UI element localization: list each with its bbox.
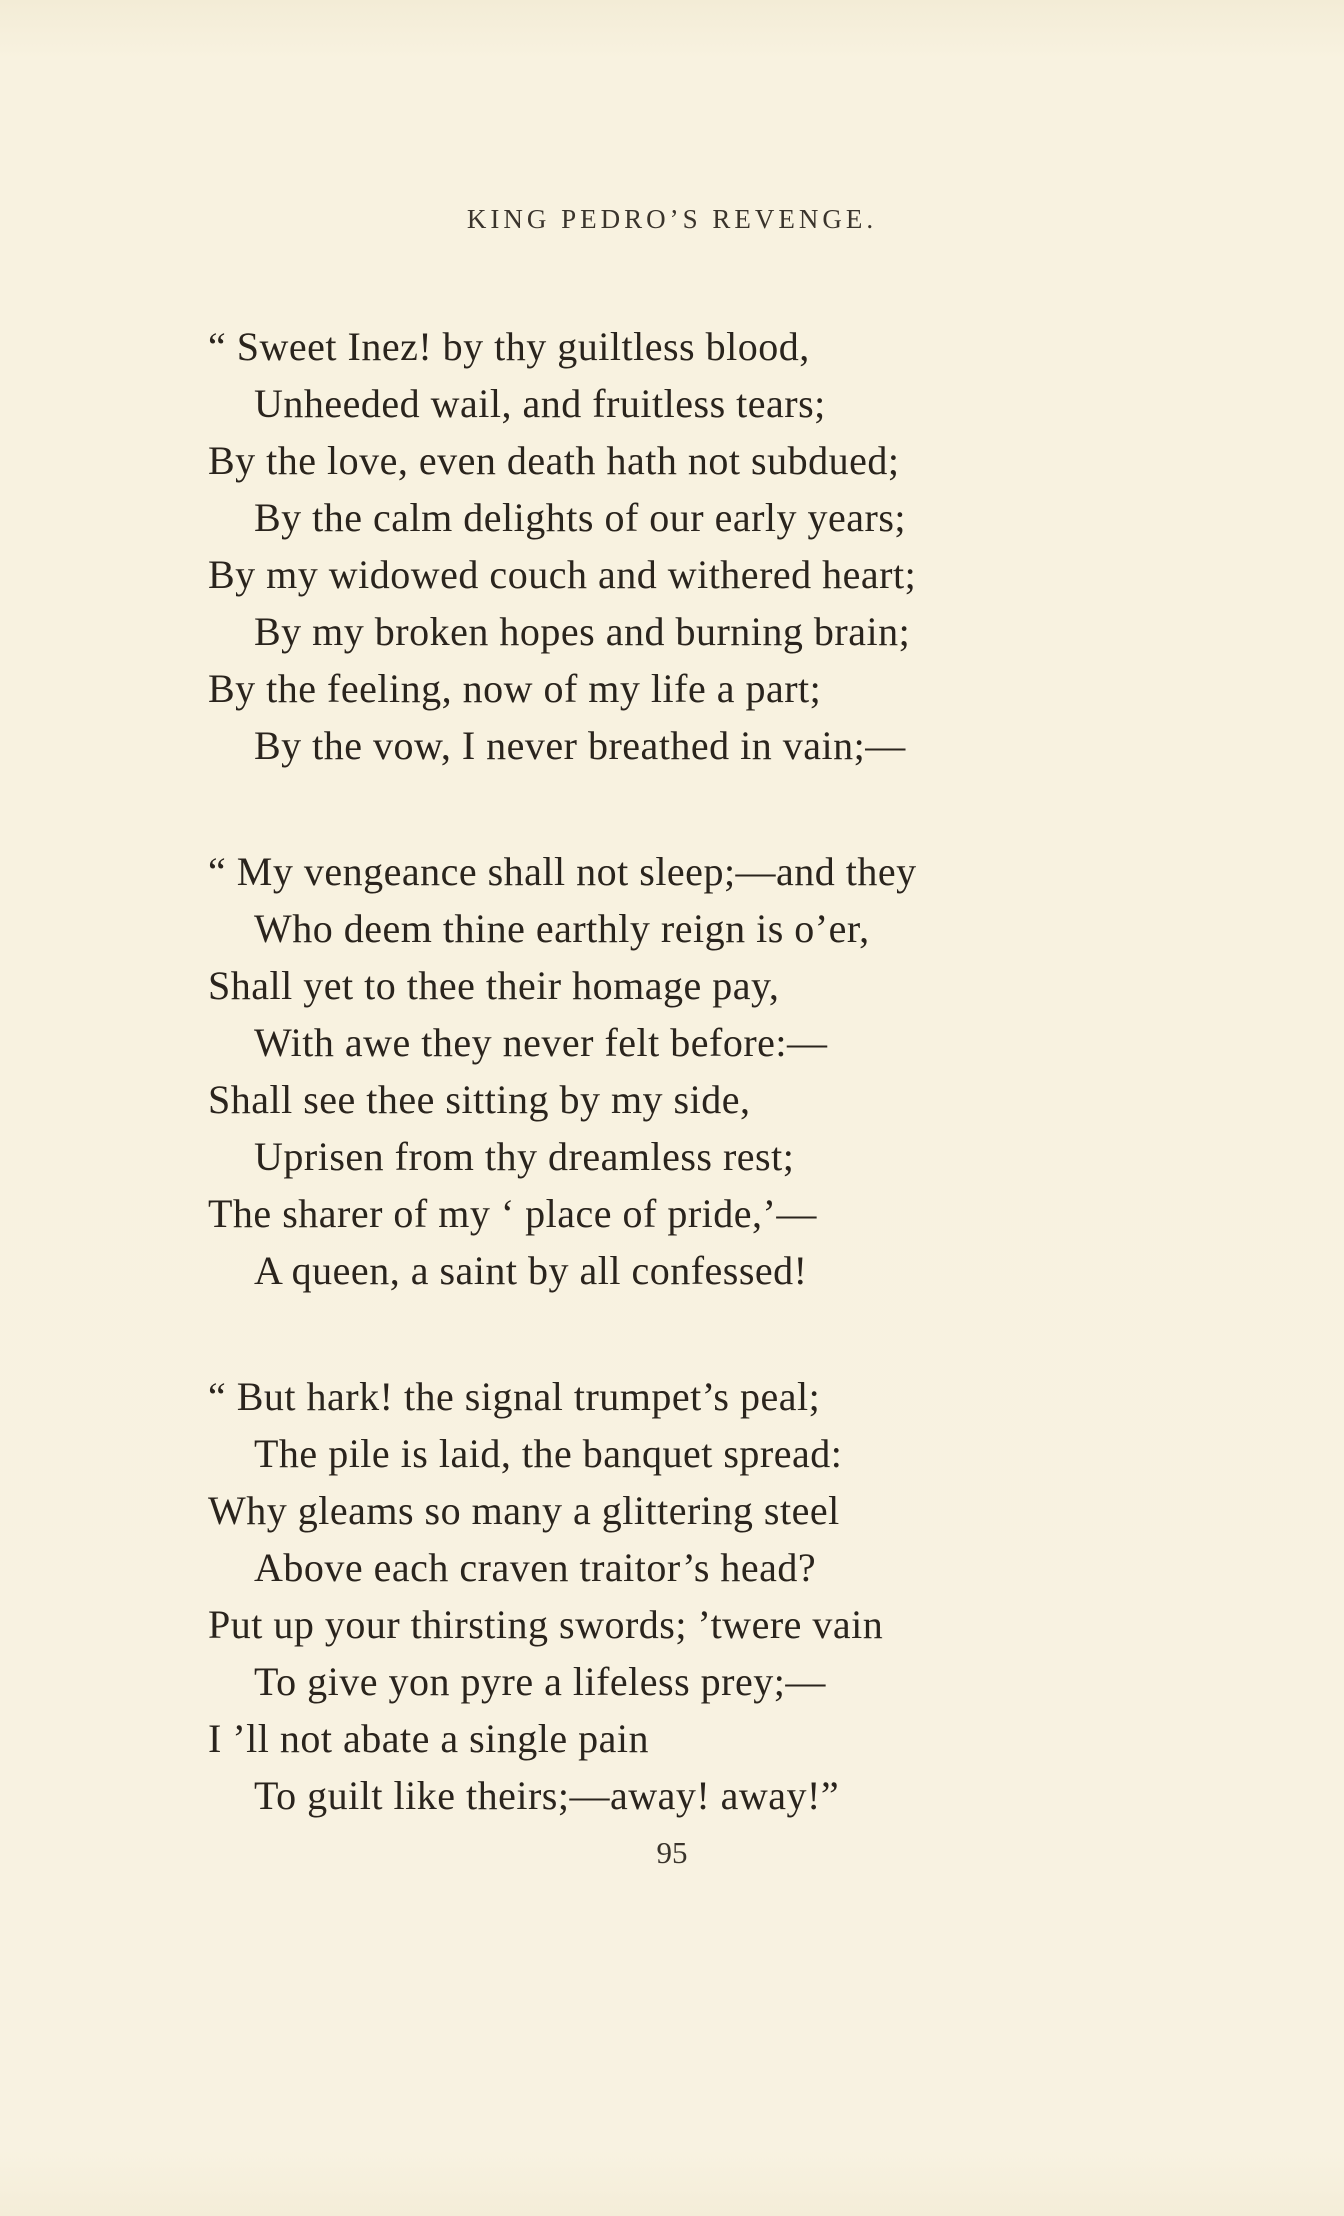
poem-line: The pile is laid, the banquet spread: bbox=[254, 1431, 843, 1476]
poem bbox=[208, 318, 1208, 1824]
poem-line: Put up your thirsting swords; ’twere vain bbox=[208, 1602, 884, 1647]
poem-line: Unheeded wail, and fruitless tears; bbox=[254, 381, 826, 426]
poem-line: Shall see thee sitting by my side, bbox=[208, 1077, 751, 1122]
poem-line: The sharer of my ‘ place of pride,’— bbox=[208, 1191, 817, 1236]
poem-line: With awe they never felt before:— bbox=[254, 1020, 828, 1065]
poem-line: I ’ll not abate a single pain bbox=[208, 1716, 650, 1761]
poem-line: To guilt like theirs;—away! away!” bbox=[254, 1773, 840, 1818]
poem-line: By the vow, I never breathed in vain;— bbox=[254, 723, 906, 768]
poem-line: Who deem thine earthly reign is o’er, bbox=[254, 906, 870, 951]
poem-line: “ But hark! the signal trumpet’s peal; bbox=[208, 1374, 821, 1419]
poem-line: By my widowed couch and withered heart; bbox=[208, 552, 917, 597]
poem-line: By my broken hopes and burning brain; bbox=[254, 609, 911, 654]
poem-line: To give yon pyre a lifeless prey;— bbox=[254, 1659, 826, 1704]
poem-line: Above each craven traitor’s head? bbox=[254, 1545, 817, 1590]
poem-line: By the feeling, now of my life a part; bbox=[208, 666, 822, 711]
running-head: KING PEDRO’S REVENGE. bbox=[466, 204, 878, 234]
poem-line: “ My vengeance shall not sleep;—and they bbox=[208, 849, 917, 894]
poem-line: Why gleams so many a glittering steel bbox=[208, 1488, 840, 1533]
poem-line: A queen, a saint by all confessed! bbox=[254, 1248, 808, 1293]
poem-line: By the love, even death hath not subdued; bbox=[208, 438, 900, 483]
poem-line: Shall yet to thee their homage pay, bbox=[208, 963, 780, 1008]
stanza-2 bbox=[208, 843, 1208, 1299]
stanza-1 bbox=[208, 318, 1208, 774]
page-number: 95 bbox=[656, 1835, 688, 1870]
poem-line: Uprisen from thy dreamless rest; bbox=[254, 1134, 795, 1179]
poem-line: “ Sweet Inez! by thy guiltless blood, bbox=[208, 324, 810, 369]
stanza-3 bbox=[208, 1368, 1208, 1824]
poem-line: By the calm delights of our early years; bbox=[254, 495, 907, 540]
